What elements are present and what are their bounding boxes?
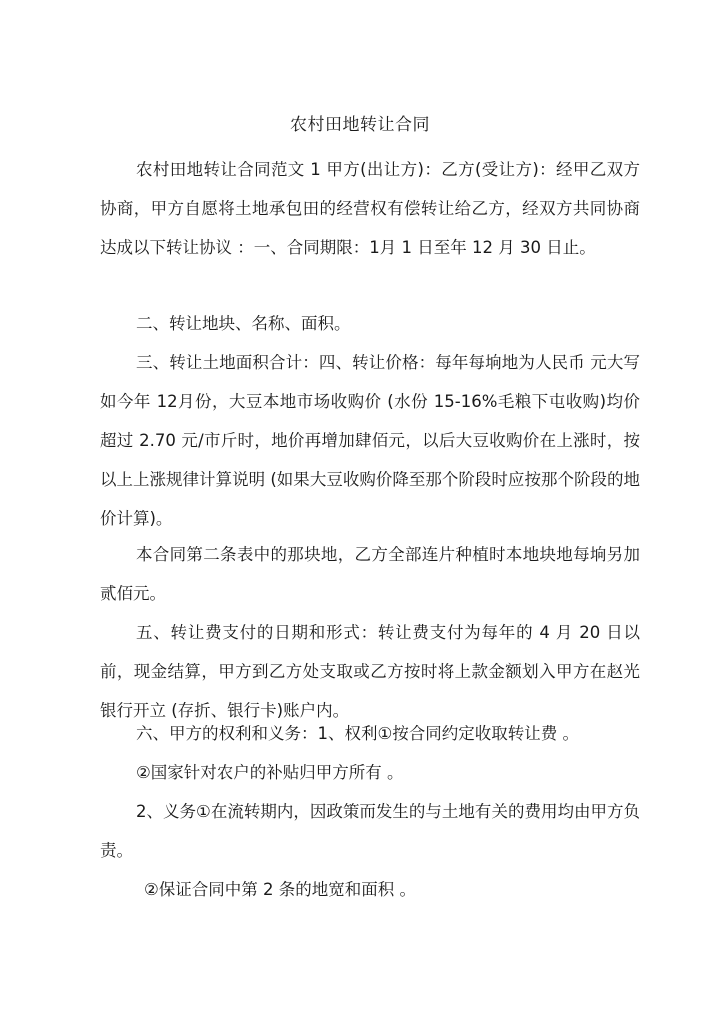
paragraph-extra-fee: 本合同第二条表中的那块地，乙方全部连片种植时本地块地每垧另加贰佰元。 — [100, 545, 640, 603]
paragraph-obligations: 2、义务①在流转期内，因政策而发生的与土地有关的费用均由甲方负责。 — [100, 802, 640, 860]
paragraph-section-6: 六、甲方的权利和义务：1、权利①按合同约定收取转让费 。 — [136, 724, 580, 743]
paragraph-section-5: 五、转让费支付的日期和形式：转让费支付为每年的 4 月 20 日以前，现金结算，甲方到乙方处支取或乙方按时将上款金额划入甲方在赵光银行开立 (存折、银行卡)账户内。 — [100, 623, 640, 720]
paragraph-section-3-4: 三、转让土地面积合计：四、转让价格：每年每垧地为人民币 元大写 如今年 12月份，大豆本地市场收购价 (水份 15-16%毛粮下屯收购)均价超过 2.70 元/市斤时，地价再增加肆佰元，以后大豆收购价在上涨时，按以上上涨规律计算说明 (如果大豆收购价降至那个阶段时应按那个阶段的地价计算)。 — [100, 353, 640, 528]
paragraph-intro: 农村田地转让合同范文 1 甲方(出让方)：乙方(受让方)：经甲乙双方协商，甲方自愿将土地承包田的经营权有偿转让给乙方，经双方共同协商达成以下转让协议 ：一、合同期限：1月 1 日至年 12 月 30 日止。 — [100, 160, 640, 257]
document-title: 农村田地转让合同 — [290, 115, 430, 135]
paragraph-guarantee: ②保证合同中第 2 条的地宽和面积 。 — [144, 880, 417, 899]
paragraph-subsidy: ②国家针对农户的补贴归甲方所有 。 — [136, 763, 404, 782]
paragraph-section-2: 二、转让地块、名称、面积。 — [136, 314, 351, 333]
